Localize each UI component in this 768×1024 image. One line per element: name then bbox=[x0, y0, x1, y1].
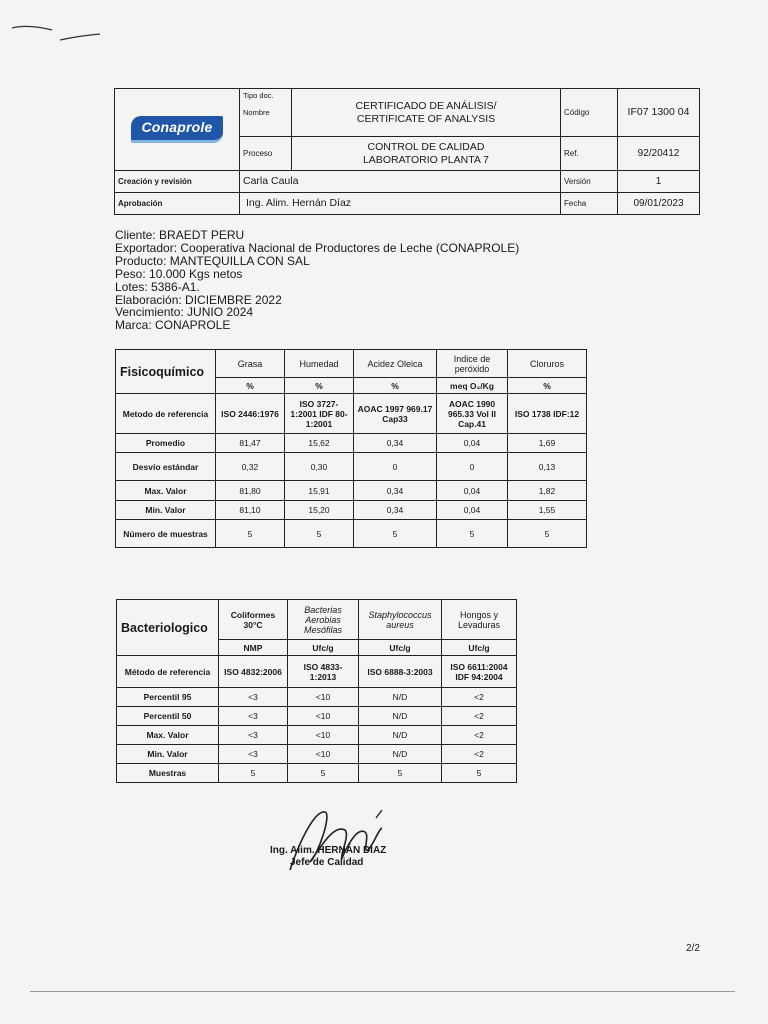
signer-name: Ing. Alim. HERNÁN DIAZ bbox=[270, 845, 387, 856]
method-cell: AOAC 1997 969.17 Cap33 bbox=[354, 394, 437, 434]
col-header: Grasa bbox=[216, 350, 285, 378]
title-line-2: CERTIFICATE OF ANALYSIS bbox=[356, 112, 496, 125]
unit-cell: NMP bbox=[219, 640, 288, 656]
col-header: Humedad bbox=[285, 350, 354, 378]
creacion-label: Creación y revisión bbox=[115, 171, 240, 193]
value-cell: 5 bbox=[285, 520, 354, 548]
value-cell: 5 bbox=[437, 520, 508, 548]
value-cell: 5 bbox=[442, 764, 517, 783]
info-producto: Producto: MANTEQUILLA CON SAL bbox=[115, 253, 310, 268]
logo-cell bbox=[115, 89, 240, 171]
value-cell: <10 bbox=[288, 688, 359, 707]
value-cell: <2 bbox=[442, 745, 517, 764]
col-header: Acidez Oleica bbox=[354, 350, 437, 378]
col-header: Staphylococcus aureus bbox=[359, 600, 442, 640]
method-cell: ISO 2446:1976 bbox=[216, 394, 285, 434]
col-header: Hongos y Levaduras bbox=[442, 600, 517, 640]
conaprole-logo: Conaprole bbox=[131, 116, 222, 142]
row-label: Muestras bbox=[117, 764, 219, 783]
value-cell: 5 bbox=[354, 520, 437, 548]
row-label: Metodo de referencia bbox=[116, 394, 216, 434]
fecha-value: 09/01/2023 bbox=[618, 193, 700, 215]
tipo-doc-label-cell bbox=[240, 89, 292, 137]
value-cell: 15,20 bbox=[285, 501, 354, 520]
proceso-line-1: CONTROL DE CALIDAD bbox=[367, 141, 485, 154]
unit-cell: Ufc/g bbox=[288, 640, 359, 656]
page-number: 2/2 bbox=[686, 943, 700, 954]
value-cell: 0,34 bbox=[354, 481, 437, 501]
fisicoquimico-title: Fisicoquímico bbox=[116, 350, 216, 394]
info-exportador: Exportador: Cooperativa Nacional de Productores de Leche (CONAPROLE) bbox=[115, 240, 520, 255]
value-cell: N/D bbox=[359, 745, 442, 764]
signature-block bbox=[270, 845, 386, 869]
value-cell: 15,91 bbox=[285, 481, 354, 501]
proceso-line-2: LABORATORIO PLANTA 7 bbox=[362, 153, 490, 166]
value-cell: 0,32 bbox=[216, 453, 285, 481]
value-cell: N/D bbox=[359, 726, 442, 745]
ref-value: 92/20412 bbox=[618, 137, 700, 171]
document-title bbox=[292, 89, 561, 137]
aprobacion-value: Ing. Alim. Hernán Díaz bbox=[240, 193, 561, 215]
value-cell: <10 bbox=[288, 707, 359, 726]
value-cell: 81,10 bbox=[216, 501, 285, 520]
method-cell: ISO 4832:2006 bbox=[219, 656, 288, 688]
unit-cell: % bbox=[216, 378, 285, 394]
document-header-table bbox=[114, 88, 700, 215]
value-cell: <10 bbox=[288, 726, 359, 745]
value-cell: 0,34 bbox=[354, 501, 437, 520]
value-cell: 0 bbox=[354, 453, 437, 481]
value-cell: 0,34 bbox=[354, 434, 437, 453]
row-label: Método de referencia bbox=[117, 656, 219, 688]
pen-mark bbox=[8, 18, 108, 48]
info-cliente: Cliente: BRAEDT PERU bbox=[115, 228, 245, 242]
value-cell: N/D bbox=[359, 688, 442, 707]
method-cell: ISO 1738 IDF:12 bbox=[508, 394, 587, 434]
value-cell: 0,04 bbox=[437, 481, 508, 501]
value-cell: <3 bbox=[219, 745, 288, 764]
fecha-label: Fecha bbox=[561, 193, 618, 215]
col-header: Indice de peróxido bbox=[437, 350, 508, 378]
row-label: Max. Valor bbox=[117, 726, 219, 745]
codigo-value: IF07 1300 04 bbox=[618, 89, 700, 137]
proceso-label: Proceso bbox=[240, 137, 292, 171]
value-cell: 0,04 bbox=[437, 434, 508, 453]
method-cell: ISO 6888-3:2003 bbox=[359, 656, 442, 688]
info-vencimiento: Vencimiento: JUNIO 2024 bbox=[115, 305, 254, 320]
info-lotes: Lotes: 5386-A1. bbox=[115, 279, 200, 294]
value-cell: 5 bbox=[288, 764, 359, 783]
row-label: Percentil 50 bbox=[117, 707, 219, 726]
value-cell: 5 bbox=[508, 520, 587, 548]
bottom-divider bbox=[30, 991, 735, 992]
value-cell: <2 bbox=[442, 707, 517, 726]
value-cell: <2 bbox=[442, 726, 517, 745]
col-header: Cloruros bbox=[508, 350, 587, 378]
creacion-value: Carla Caula bbox=[240, 171, 561, 193]
value-cell: 1,69 bbox=[508, 434, 587, 453]
row-label: Max. Valor bbox=[116, 481, 216, 501]
row-label: Min. Valor bbox=[116, 501, 216, 520]
unit-cell: % bbox=[508, 378, 587, 394]
method-cell: ISO 6611:2004 IDF 94:2004 bbox=[442, 656, 517, 688]
value-cell: 0,30 bbox=[285, 453, 354, 481]
value-cell: 5 bbox=[219, 764, 288, 783]
row-label: Promedio bbox=[116, 434, 216, 453]
signer-title: Jefe de Calidad bbox=[290, 857, 364, 868]
value-cell: 5 bbox=[359, 764, 442, 783]
unit-cell: Ufc/g bbox=[442, 640, 517, 656]
value-cell: <3 bbox=[219, 726, 288, 745]
value-cell: 0,04 bbox=[437, 501, 508, 520]
value-cell: 0 bbox=[437, 453, 508, 481]
row-label: Desvío estándar bbox=[116, 453, 216, 481]
value-cell: 15,62 bbox=[285, 434, 354, 453]
value-cell: 5 bbox=[216, 520, 285, 548]
unit-cell: Ufc/g bbox=[359, 640, 442, 656]
row-label: Min. Valor bbox=[117, 745, 219, 764]
codigo-label: Código bbox=[561, 89, 618, 137]
method-cell: ISO 3727-1:2001 IDF 80-1:2001 bbox=[285, 394, 354, 434]
col-header: Bacterias Aerobias Mesófilas bbox=[288, 600, 359, 640]
version-label: Versión bbox=[561, 171, 618, 193]
aprobacion-label: Aprobación bbox=[115, 193, 240, 215]
unit-cell: meq O₂/Kg bbox=[437, 378, 508, 394]
info-peso: Peso: 10.000 Kgs netos bbox=[115, 266, 243, 281]
title-line-1: CERTIFICADO DE ANÁLISIS/ bbox=[355, 100, 497, 113]
bacteriologico-table bbox=[116, 599, 517, 783]
unit-cell: % bbox=[285, 378, 354, 394]
value-cell: <3 bbox=[219, 688, 288, 707]
row-label: Número de muestras bbox=[116, 520, 216, 548]
method-cell: ISO 4833-1:2013 bbox=[288, 656, 359, 688]
method-cell: AOAC 1990 965.33 Vol II Cap.41 bbox=[437, 394, 508, 434]
value-cell: 81,47 bbox=[216, 434, 285, 453]
nombre-label: Nombre bbox=[243, 107, 270, 117]
value-cell: <2 bbox=[442, 688, 517, 707]
value-cell: 81,80 bbox=[216, 481, 285, 501]
info-marca: Marca: CONAPROLE bbox=[115, 318, 231, 333]
ref-label: Ref. bbox=[561, 137, 618, 171]
fisicoquimico-table bbox=[115, 349, 587, 548]
bacteriologico-title: Bacteriologico bbox=[117, 600, 219, 656]
value-cell: N/D bbox=[359, 707, 442, 726]
value-cell: <10 bbox=[288, 745, 359, 764]
shipment-info bbox=[115, 229, 519, 332]
info-elaboracion: Elaboración: DICIEMBRE 2022 bbox=[115, 292, 282, 307]
tipo-doc-label: Tipo doc. bbox=[243, 91, 274, 100]
col-header: Coliformes 30°C bbox=[219, 600, 288, 640]
value-cell: 0,13 bbox=[508, 453, 587, 481]
row-label: Percentil 95 bbox=[117, 688, 219, 707]
version-value: 1 bbox=[618, 171, 700, 193]
value-cell: <3 bbox=[219, 707, 288, 726]
value-cell: 1,82 bbox=[508, 481, 587, 501]
unit-cell: % bbox=[354, 378, 437, 394]
value-cell: 1,55 bbox=[508, 501, 587, 520]
proceso-value bbox=[292, 137, 561, 171]
